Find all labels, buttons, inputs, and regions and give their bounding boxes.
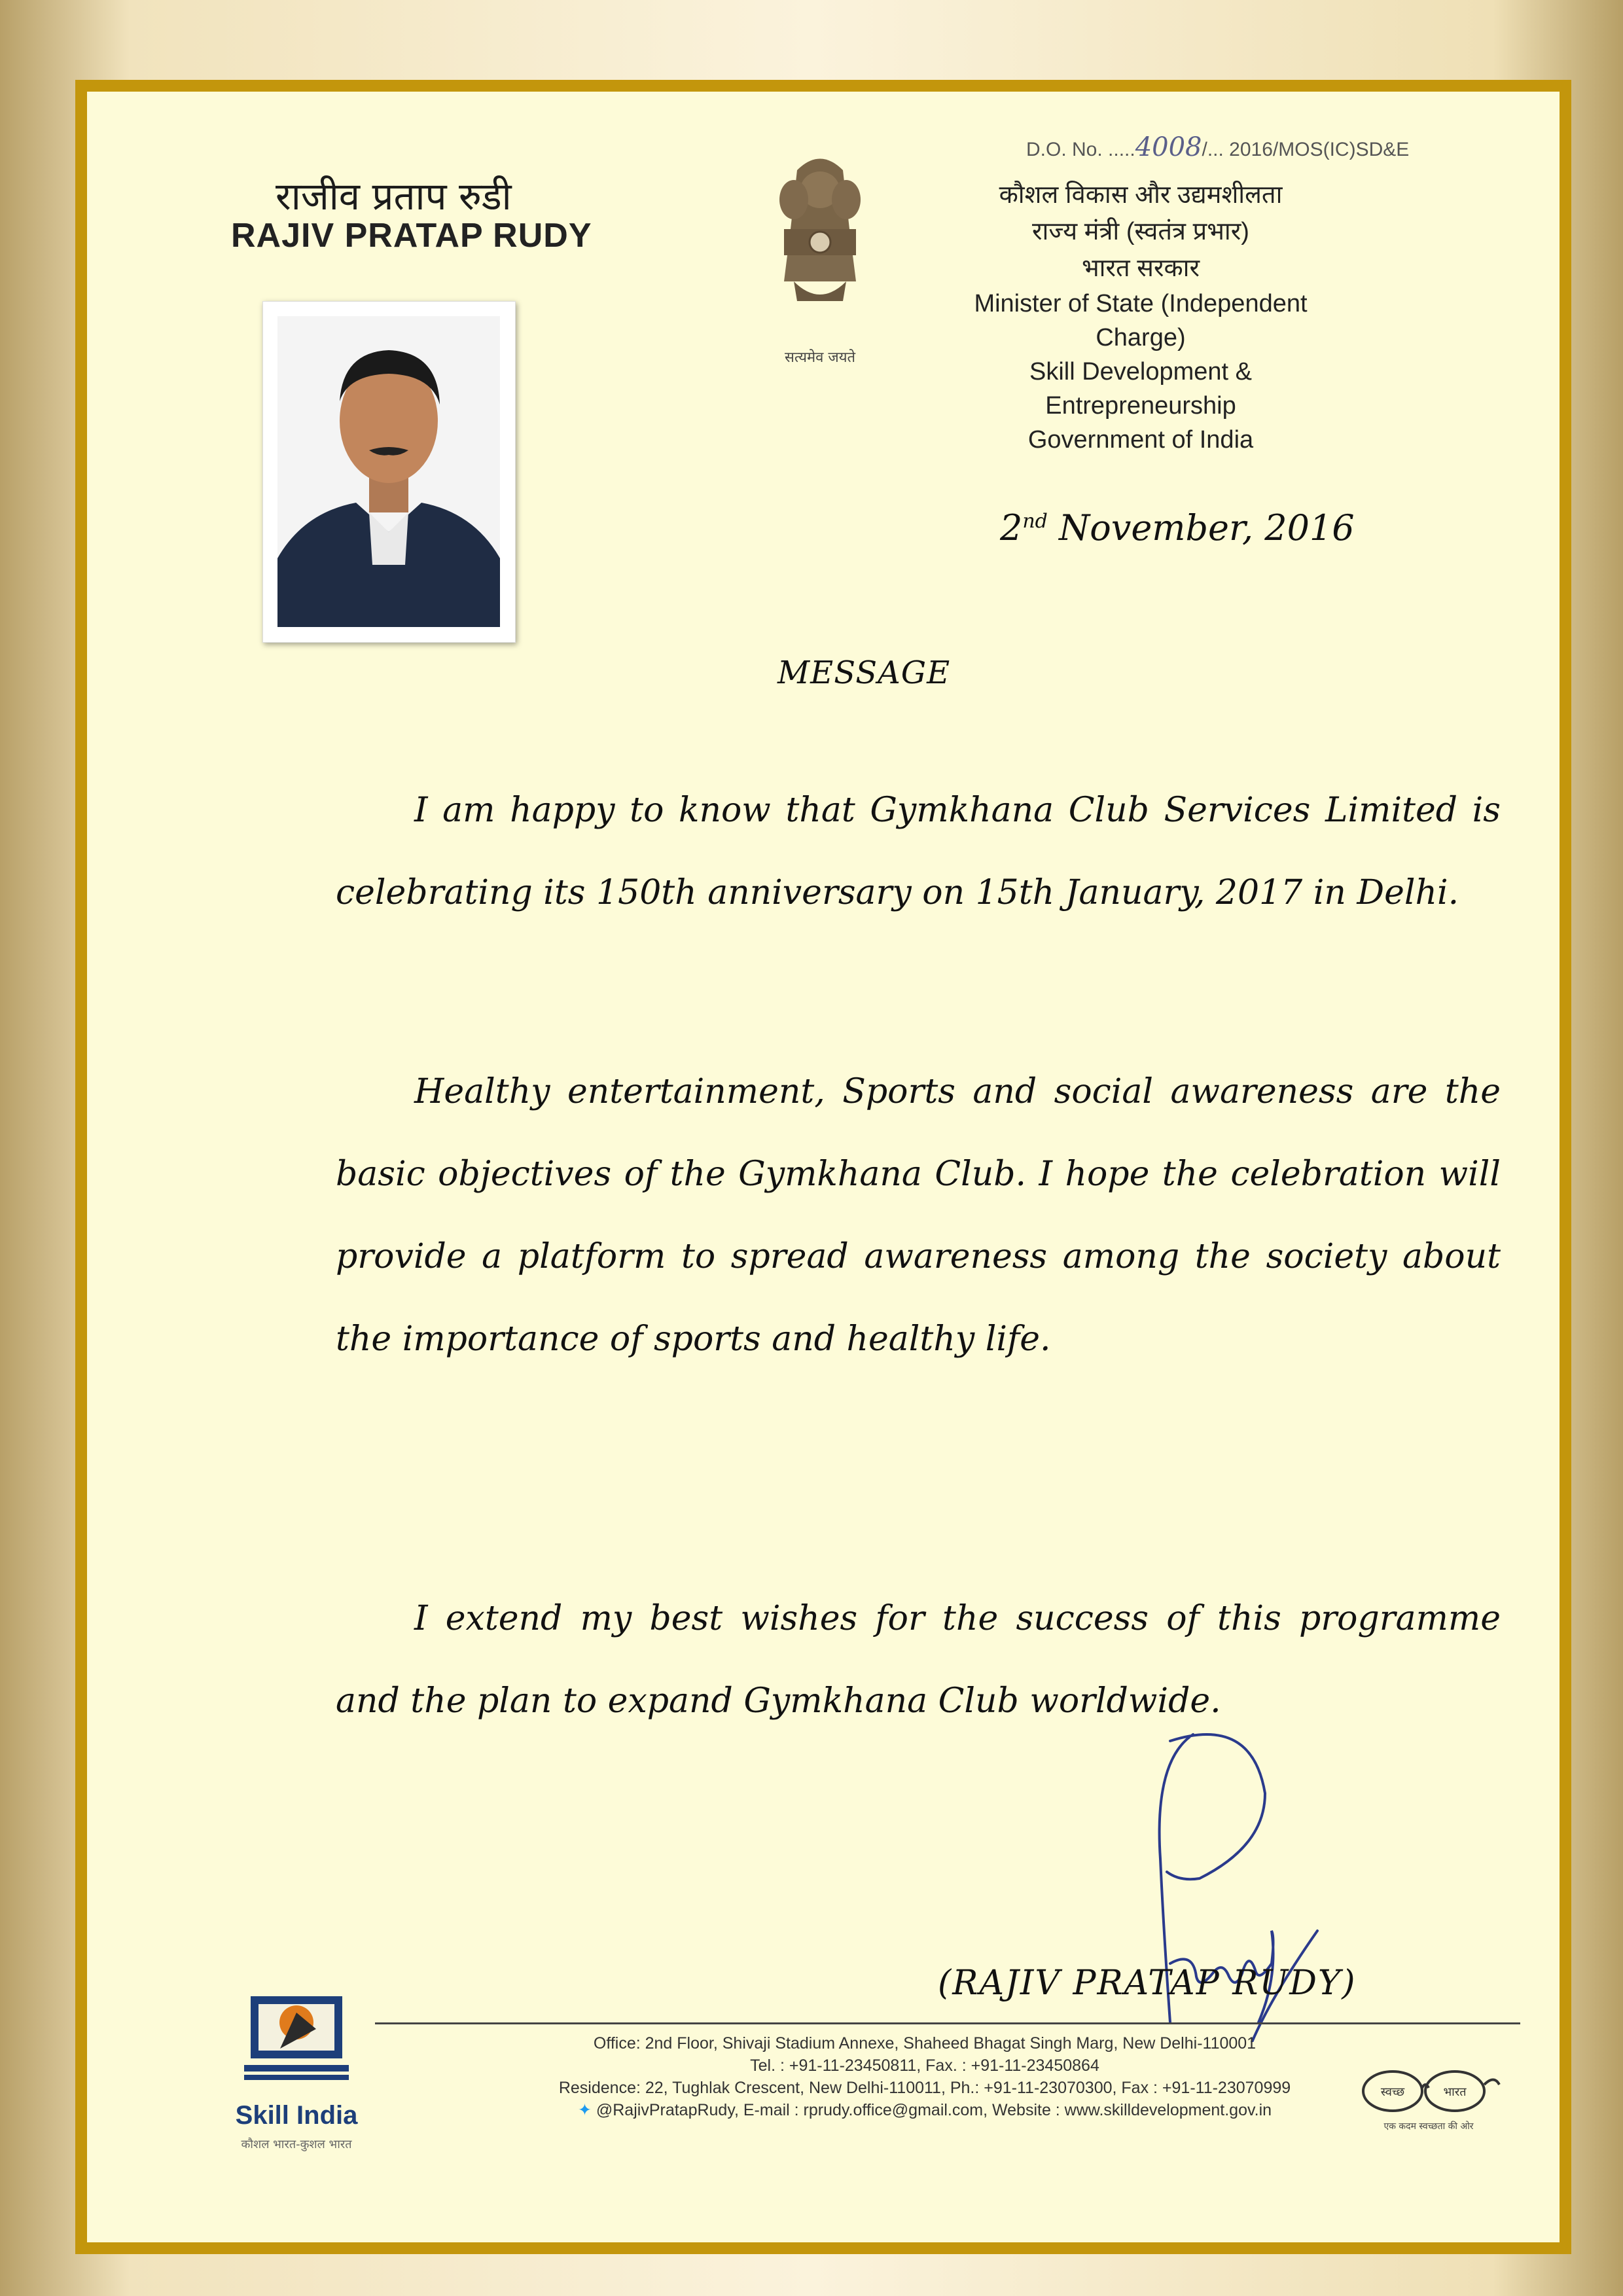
national-emblem <box>758 151 882 380</box>
swachh-tagline: एक कदम स्वच्छता की ओर <box>1383 2121 1474 2132</box>
emblem-motto: सत्यमेव जयते <box>784 350 856 366</box>
paragraph-2 <box>336 1050 1501 1380</box>
department-block <box>938 177 1344 457</box>
swachh-right: भारत <box>1443 2085 1467 2099</box>
paragraph-2-text: Healthy entertainment, Sports and social awareness are the basic objectives of the Gymkhana Club. I hope the celebration will provide a platform to spread awareness among the society about the importance of sports and healthy life. <box>336 1072 1501 1359</box>
dept-english-1: Minister of State (Independent Charge) <box>974 290 1308 351</box>
skill-india-title: Skill India <box>235 2101 358 2130</box>
dept-hindi-3: भारत सरकार <box>1081 255 1200 282</box>
paragraph-3-text: I extend my best wishes for the success of this programme and the plan to expand Gymkhana Club worldwide. <box>336 1599 1501 1721</box>
spectacles-icon <box>1357 2065 1501 2117</box>
footer-residence: Residence: 22, Tughlak Crescent, New Delhi-110011, Ph.: +91-11-23070300, Fax : +91-11-23070999 <box>558 2079 1291 2097</box>
footer-contact-text: @RajivPratapRudy, E-mail : rprudy.office@gmail.com, Website : www.skilldevelopment.gov.in <box>596 2101 1272 2119</box>
letter-date <box>1000 507 1355 548</box>
footer-tel: Tel. : +91-11-23450811, Fax. : +91-11-23450864 <box>750 2056 1099 2075</box>
twitter-icon: ✦ <box>577 2101 592 2119</box>
lion-capital-icon <box>758 151 882 347</box>
dept-english-3: Government of India <box>1027 426 1254 454</box>
signatory-name: (RAJIV PRATAP RUDY) <box>938 1964 1357 2003</box>
date-rest: November, 2016 <box>1047 507 1355 548</box>
portrait-photo <box>262 301 516 643</box>
date-suffix: nd <box>1022 510 1048 533</box>
footer-divider <box>375 2022 1520 2024</box>
paragraph-1 <box>336 769 1501 934</box>
dept-hindi-1: कौशल विकास और उद्यमशीलता <box>999 181 1283 209</box>
skill-india-tagline: कौशल भारत-कुशल भारत <box>241 2138 352 2151</box>
do-suffix: /... 2016/MOS(IC)SD&E <box>1202 139 1410 160</box>
paragraph-1-text: I am happy to know that Gymkhana Club Services Limited is celebrating its 150th anniversary on 15th January, 2017 in Delhi. <box>336 791 1501 912</box>
dept-english-2: Skill Development & Entrepreneurship <box>1029 358 1253 420</box>
swachh-bharat-logo <box>1357 2065 1501 2137</box>
name-hindi: राजीव प्रताप रुडी <box>276 174 512 219</box>
message-heading: MESSAGE <box>777 655 951 691</box>
do-handwritten-number: 4008 <box>1135 132 1202 162</box>
swachh-left: स्वच्छ <box>1380 2085 1405 2099</box>
footer-address <box>408 2032 1442 2121</box>
footer-contact <box>408 2099 1442 2121</box>
date-day: 2 <box>1000 507 1023 548</box>
dept-hindi-2: राज्य मंत्री (स्वतंत्र प्रभार) <box>1032 218 1249 245</box>
skill-india-icon <box>218 1977 375 2101</box>
name-english: RAJIV PRATAP RUDY <box>231 217 592 255</box>
portrait-icon <box>277 316 500 627</box>
do-prefix: D.O. No. ..... <box>1026 139 1135 160</box>
do-number <box>1026 132 1409 162</box>
letter-frame <box>75 80 1571 2254</box>
footer-office: Office: 2nd Floor, Shivaji Stadium Annexe, Shaheed Bhagat Singh Marg, New Delhi-110001 <box>593 2034 1257 2053</box>
